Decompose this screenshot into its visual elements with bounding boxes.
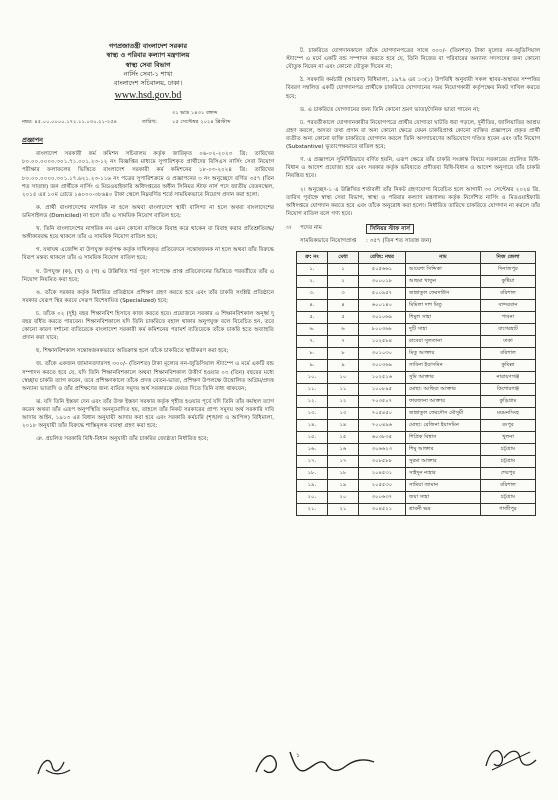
joining-paragraph: ২। অনুচ্ছেদ-১ এ উল্লিখিত শর্তাবলী তাঁর নিকট গ্রহণযোগ্য বিবেচিত হলে আগামী ৩০ সেপ্টেম্বর ২০২৪ খ্রি. তারিখ পূর্বাহ্নে স্বাস্থ্য সেবা বিভাগ, স্বাস্থ্য ও পরিবার কল্যাণ মন্ত্রণালয় কর্তৃক নির্দেশিত নার্সিং ও মিডওয়াইফারি অধিদপ্তরে যোগদান করতে হবে এবং তাঁকে অনুরোধ করা হলো। নির্ধারিত তারিখে চাকরিতে যোগদান না করলে তাঁর নিয়োগ বাতিল বলে গণ্য হবে। [286, 186, 540, 217]
table-row [297, 276, 536, 288]
cell-reg-number: ৭০৫৪৫০ [359, 408, 406, 420]
conditions-list-left [22, 204, 274, 444]
cell-merit: ১৮ [328, 468, 359, 480]
cell-district: কিশোরগঞ্জ [481, 384, 536, 396]
condition-item: ঢ. পরবর্তীকালে যোগদানকারীর নিয়োগপত্রে প্রার্থীর যোগ্যতা ঘাটতি ধরা পড়লে, দুর্নীতির, জালিয়াতির আশ্রয় গ্রহণ করলে, অসত্য তথ্য প্রদান বা অন্য কোনো ক্ষেত্রে যেমন চাকরিপ্রাপ্ত কোনো ব্যক্তির প্রজ্ঞাপনে প্রকৃত প্রার্থী ব্যতীত অন্য কোনো ব্যক্তি চাকরিতে যোগদান করলে তিনি অসদাচরণের অভিযোগে দণ্ডিত হবেন এবং তাঁর নিয়োগ (Substantive) ভূতাপেক্ষভাবে বাতিল হবে; [286, 119, 540, 151]
cell-district: খুলনা [481, 432, 536, 444]
cell-serial: ১১. [297, 384, 328, 396]
cell-merit: ১০ [328, 372, 359, 384]
cell-reg-number: ৭০৩৫০৭ [359, 396, 406, 408]
cell-serial: ৯. [297, 360, 328, 372]
cell-reg-number: ৮০০৩৬৮ [359, 324, 406, 336]
condition-item: ঝ. যদি তিনি ইস্তফা দেন এবং তাঁর উক্ত ইস্তফা সরকার কর্তৃক গৃহীত হওয়ার পূর্বে যদি তিনি তাঁর কর্মস্থল ত্যাগ করেন অথবা তাঁর এরূপ অনুপস্থিতি অননুমোদিত হয়, তাহলে তাঁর নিকট সরকারের প্রাপ্য সমুদয় অর্থ সরকারি দাবি আদায় আইন, ১৯১৩ এর বিধান অনুযায়ী আদায় করা হবে এবং সরকারি কর্মচারি (শৃঙ্খলা ও আপিল) বিধিমালা, ২০১৮ অনুযায়ী তাঁর বিরুদ্ধে শাস্তিমূলক ব্যবস্থা গ্রহণ করা হবে; [22, 398, 274, 430]
table-row [297, 420, 536, 432]
cell-district: বাগেরহাট [481, 324, 536, 336]
cell-serial: ১৮. [297, 468, 328, 480]
cell-reg-number: ১০২৫১৬ [359, 372, 406, 384]
cell-reg-number: ৩০১০৬৯ [359, 312, 406, 324]
table-row [297, 300, 536, 312]
left-column [22, 42, 274, 443]
cell-merit: ৬ [328, 324, 359, 336]
cell-merit: ২১ [328, 504, 359, 516]
date-label: তারিখ: [142, 118, 157, 125]
table-row [297, 492, 536, 504]
cell-reg-number: ৩০৬৬২৩ [359, 444, 406, 456]
section-name: নার্সিং সেবা-১ শাখা [123, 69, 173, 78]
cell-reg-number: ৫০৫৬৬১ [359, 264, 406, 276]
cell-district: বান্দরবান [481, 300, 536, 312]
col-merit-header: মেধা [328, 252, 359, 264]
cell-merit: ১৭ [328, 456, 359, 468]
table-row [297, 372, 536, 384]
cell-name: ফারজানা আক্তার [406, 396, 481, 408]
cell-serial: ১৫. [297, 432, 328, 444]
cell-district: বরিশাল [481, 480, 536, 492]
cell-name: মোছা: আছিয়া আক্তার [406, 384, 481, 396]
cell-merit: ২০ [328, 492, 359, 504]
appointee-table [296, 251, 536, 516]
cell-serial: ৫. [297, 312, 328, 324]
table-body [297, 264, 536, 516]
post-section-number: ৩। [286, 224, 292, 231]
condition-item: ণ. এ প্রজ্ঞাপনে সুনির্দিষ্টভাবে বর্ণিত হয়নি, এরূপ ক্ষেত্রে তাঁর চাকরি সংক্রান্ত বিষয়ে সরকারের প্রচলিত বিধি-বিধান ও আদেশ প্রযোজ্য হবে এবং সরকার কর্তৃক ভবিষ্যতে প্রণীতব্য বিধি-বিধান ও আদেশ অনুসারে তাঁর চাকরি নিয়ন্ত্রিত হবে। [286, 157, 540, 180]
cell-serial: ৮. [297, 348, 328, 360]
signature-middle [250, 744, 380, 784]
cell-serial: ১৯. [297, 480, 328, 492]
col-serial-header: ক্র: নং [297, 252, 328, 264]
cell-name: মিতু আক্তার [406, 348, 481, 360]
condition-item: চ. তাঁকে ০২ (দুই) বছর শিক্ষানবিশ হিসাবে কাজ করতে হবে। প্রয়োজনে সরকার এ শিক্ষানবিশকাল অনূর্ধ্ব দু বছর বর্ধিত করতে পারবেন। শিক্ষানবিশকালে যদি তিনি চাকরিতে বহাল থাকার অনুপযুক্ত বলে বিবেচিত হন, তবে কোনো কারণ দর্শানো ব্যতিরেকে বাংলাদেশ সরকারী কর্ম কমিশনের পরামর্শ ব্যতিরেকে তাঁকে চাকরি হতে অব্যাহতি প্রদান করা যাবে; [22, 310, 274, 342]
cell-reg-number: ২০৫৫৩০ [359, 480, 406, 492]
page-number: ১ [296, 752, 300, 759]
col-district-header: নিজ জেলা [481, 252, 536, 264]
cell-reg-number: ৩০০০১৮ [359, 276, 406, 288]
notice-title: প্রজ্ঞাপন [22, 135, 43, 144]
cell-serial: ২. [297, 276, 328, 288]
memo-number: নম্বর: ৪৫.০০.০০০০.১৭২.১১.০৩০.২১-২৫৪ [22, 118, 117, 125]
cell-merit: ১১ [328, 384, 359, 396]
cell-reg-number: ৩০১০৩০ [359, 348, 406, 360]
cell-reg-number: ২০৪৫৩১ [359, 468, 406, 480]
date-bangla: ৩১ ভাদ্র ১৪৩১ বঙ্গাব্দ [172, 109, 218, 116]
cell-reg-number: ৩০৪৫২১ [359, 504, 406, 516]
date-english: ১৫ সেপ্টেম্বর ২০২৪ খ্রিস্টাব্দ [172, 118, 231, 125]
cell-serial: ১২. [297, 396, 328, 408]
cell-district: চট্টগ্রাম [481, 492, 536, 504]
table-row [297, 348, 536, 360]
table-row [297, 456, 536, 468]
cell-serial: ১০. [297, 372, 328, 384]
cell-district: কুড়িগ্রাম [481, 396, 536, 408]
cell-reg-number: ১০২৫৮৪ [359, 336, 406, 348]
cell-district: কুষ্টিয়া [481, 276, 536, 288]
cell-serial: ১৩. [297, 408, 328, 420]
cell-reg-number: ৭০০৪৯৬ [359, 420, 406, 432]
table-row [297, 480, 536, 492]
intro-paragraph: বাংলাদেশ সরকারী কর্ম কমিশন সচিবালয় কর্তৃক জারিকৃত ০৬-০২-২০২৩ খ্রি: তারিখের ৮০.০০.০০০০.৩০১.৭১.০০১.২৩-১২ নং বিজ্ঞপ্তির মাধ্যমে সুপারিশকৃত প্রার্থীদের বিসিএস নার্সিং সেবা নিয়োগ পরীক্ষার ফলাফলের ভিত্তিতে বাংলাদেশ সরকারী কর্ম কমিশনের ১৮-০৩-২০২৪ খ্রি: তারিখের ৮০.০০.০০০০.৩০১.১৭.৬২১.২৩-১১৬ নং পত্রের সুপারিশক্রমে ও প্রজ্ঞাপনের ৩ নং অনুচ্ছেদে বর্ণিত ৩৫৭ (তিন শত সাতান্ন) জন প্রার্থীকে নার্সিং ও মিডওয়াইফারি অধিদপ্তরের অধীন সিনিয়র স্টাফ নার্স পদে জাতীয় বেতনস্কেল, ২০১৫ এর ১০ম গ্রেডে ১৬০০০-৩৮৬৪০ টাকা স্কেলে নিম্নবর্ণিত শর্তে সাময়িকভাবে নিয়োগ প্রদান করা হলো: [22, 151, 274, 198]
office-address: বাংলাদেশ সচিবালয়, ঢাকা। [113, 79, 183, 88]
cell-district: চট্টগ্রাম [481, 456, 536, 468]
cell-merit: ১৫ [328, 432, 359, 444]
cell-name: আছমা খাতুন [406, 276, 481, 288]
website-link[interactable]: www.hsd.gov.bd [114, 90, 182, 102]
cell-merit: ৮ [328, 348, 359, 360]
cell-name: শিপ্রিক বিশ্বাস [406, 432, 481, 444]
cell-name: আয়েশা সিদ্দিকা [406, 264, 481, 276]
cell-merit: ১৪ [328, 420, 359, 432]
cell-merit: ৫ [328, 312, 359, 324]
cell-name: মোছা: রেজিনা ইয়াসমিন [406, 420, 481, 432]
cell-reg-number: ৫০০৯৫৭ [359, 288, 406, 300]
cell-district: কুমিল্লা [481, 360, 536, 372]
cell-name: জান্নাতুল ফেরদৌস মৌসুমী [406, 408, 481, 420]
cell-name: রাবেয়া সুলতানা [406, 336, 481, 348]
cell-merit: ১৩ [328, 408, 359, 420]
cell-name: শ্রাবনী ভদ্র [406, 504, 481, 516]
cell-merit: ৯ [328, 360, 359, 372]
condition-item: ঞ. প্রচলিত সরকারি বিধি-বিধান অনুযায়ী তাঁর চাকরির জ্যেষ্ঠতা নির্ধারিত হবে; [36, 436, 209, 443]
cell-merit: ১৯ [328, 480, 359, 492]
condition-item: গ. যথাযথ এজেন্সি বা উপযুক্ত কর্তৃপক্ষ কর্তৃক দাখিলকৃত প্রতিবেদনে সন্তোষজনক না হলে অথবা তাঁর বিরুদ্ধে বিরূপ মন্তব্য থাকলে তাঁর এ সাময়িক নিয়োগ বাতিল হবে; [22, 247, 274, 262]
table-header-row [297, 252, 536, 264]
cell-name: সাবিনা ইয়াসমিন [406, 360, 481, 372]
govt-name: গণপ্রজাতন্ত্রী বাংলাদেশ সরকার [109, 42, 187, 50]
cell-name: সুমি আক্তার [406, 372, 481, 384]
condition-item: ড. এ চাকরিতে যোগদানের জন্য তিনি কোনো ভ্রমণ ভাতা/দৈনিক ভাতা পাবেন না; [300, 106, 480, 113]
cell-district: গাজীপুর [481, 504, 536, 516]
cell-merit: ১ [328, 264, 359, 276]
cell-serial: ৪. [297, 300, 328, 312]
table-row [297, 288, 536, 300]
cell-district: পাবনা [481, 312, 536, 324]
cell-serial: ২১. [297, 504, 328, 516]
condition-item: ঙ. তাঁকে সরকার কর্তৃক নির্ধারিত প্রতিষ্ঠানে প্রশিক্ষণ গ্রহণ করতে হবে এবং তাঁর চাকরি সংশ্লিষ্ট প্রতিষ্ঠানে সরকার যেরূপ স্থির করবে সেরূপ বিশেষায়িত (Specialized) হবে; [22, 289, 274, 304]
cell-district: চট্টগ্রাম [481, 444, 536, 456]
cell-district: বরিশাল [481, 348, 536, 360]
cell-merit: ১২ [328, 396, 359, 408]
conditions-list-right [286, 47, 540, 218]
cell-name: সামিয়া জামান [406, 480, 481, 492]
cell-reg-number: ৩০০৬৩৭ [359, 492, 406, 504]
cell-district: ঢাকা [481, 336, 536, 348]
cell-name: সাইদুন নাহার [406, 468, 481, 480]
cell-name: মিমিলা দাশ মিতু [406, 300, 481, 312]
table-row [297, 504, 536, 516]
cell-district: দিনাজপুর [481, 264, 536, 276]
post-info [286, 224, 540, 245]
cell-serial: ১. [297, 264, 328, 276]
col-reg-header: রেজি: নম্বর [359, 252, 406, 264]
post-name-label: পদের নাম [300, 224, 322, 231]
table-row [297, 444, 536, 456]
condition-item: ঠ. সরকারি কর্মচারী (আচরণ) বিধিমালা, ১৯৭৯ এর ১৩(১) উপবিধি অনুযায়ী সকল স্থাবর-অস্থাবর সম্পত্তির বিবরণ সম্বলিত একটি যোগদানপত্র প্রার্থীকে চাকরিতে যোগদানের সময় নিয়োগকারী কর্তৃপক্ষের নিকট দাখিল করতে হবে; [286, 77, 540, 100]
cell-serial: ১৭. [297, 456, 328, 468]
memo-block [22, 110, 274, 128]
post-count-label: সাময়িকভাবে নিয়োগপ্রাপ্ত [300, 238, 357, 245]
cell-name: শিমুল সাহা [406, 312, 481, 324]
cell-reg-number: ১০০৮৯৫ [359, 384, 406, 396]
cell-name: সুরমা আক্তার [406, 456, 481, 468]
table-row [297, 384, 536, 396]
cell-reg-number: ৬০০১৪০ [359, 300, 406, 312]
cell-district: নারায়ণগঞ্জ [481, 372, 536, 384]
table-row [297, 408, 536, 420]
cell-reg-number: ৩০৮৫৮৮ [359, 456, 406, 468]
cell-serial: ৩. [297, 288, 328, 300]
table-row [297, 336, 536, 348]
cell-merit: ১৬ [328, 444, 359, 456]
condition-item: ছ. শিক্ষানবিশকাল সন্তোষজনকভাবে অতিক্রান্ত হলে তাঁকে চাকরিতে স্থায়ীকরণ করা হবে; [36, 348, 229, 355]
condition-item: খ. তিনি বাংলাদেশের নাগরিক নন এমন কোনো ব্যক্তিকে বিবাহ করে থাকেন বা বিবাহ করার প্রতিশ্রুতিবদ্ধ/অঙ্গীকারবদ্ধ হয়ে থাকলে তাঁর এ সাময়িক নিয়োগ বাতিল হবে; [22, 226, 274, 241]
post-count-value: : ৩৫৭ (তিন শত সাতান্ন জন) [366, 238, 432, 245]
cell-merit: ৪ [328, 300, 359, 312]
ministry-name: স্বাস্থ্য ও পরিবার কল্যাণ মন্ত্রণালয় [106, 51, 190, 60]
cell-merit: ২ [328, 276, 359, 288]
condition-item: ট. চাকরিতে যোগদানকালে তাঁকে যোগদানপত্রের সাথে ৩০০/- (তিনশত) টাকা মূল্যের নন-জুডিসিয়াল স্ট্যাম্পে এ মর্মে একটি বন্ড সম্পাদন করতে হবে যে, তিনি নিজের বা পরিবারের অন্যান্য সদস্যদের জন্য কোনো যৌতুক নিবেন না এবং কোনো যৌতুক দিবেন না; [286, 48, 540, 71]
cell-serial: ৭. [297, 336, 328, 348]
table-row [297, 360, 536, 372]
letterhead [22, 42, 274, 104]
cell-name: জান্নাতুল ফেরদাউস [406, 288, 481, 300]
cell-serial: ২০. [297, 492, 328, 504]
cell-merit: ৭ [328, 336, 359, 348]
cell-district: বরিশাল [481, 288, 536, 300]
cell-name: দুটি সাহা [406, 324, 481, 336]
cell-serial: ১৪. [297, 420, 328, 432]
cell-serial: ৬. [297, 324, 328, 336]
cell-serial: ১৬. [297, 444, 328, 456]
initial-signature-left [34, 752, 74, 782]
signature-right [480, 740, 540, 776]
table-row [297, 324, 536, 336]
condition-item: ঘ. উপযুক্ত (ক), (খ) ও (গ) এ উল্লিখিত শর্ত পূরণ সাপেক্ষে প্রাপ্ত প্রতিবেদনের ভিত্তিতে পরবর্তীতে তাঁর এ নিয়োগ নিয়মিত করা হবে; [22, 268, 274, 283]
cell-name: জয়া সাহা [406, 492, 481, 504]
cell-district: শেরপুর [481, 468, 536, 480]
cell-district: ময়মনসিংহ [481, 408, 536, 420]
cell-district: রংপুর [481, 420, 536, 432]
table-row [297, 264, 536, 276]
right-column [286, 42, 540, 516]
post-name-value: সিনিয়র স্টাফ নার্স [366, 224, 414, 234]
cell-reg-number: ৬০৩৮৩৫ [359, 432, 406, 444]
col-name-header: নাম [406, 252, 481, 264]
table-row [297, 432, 536, 444]
table-row [297, 468, 536, 480]
condition-item: জ. তাঁকে একজন জামানতদারসহ ৩০০/- (তিনশত) টাকা মূল্যের নন-জুডিসিয়াল স্ট্যাম্পে এ মর্মে একটি বন্ড সম্পাদন করতে হবে যে, যদি তিনি শিক্ষানবিশকালে অথবা শিক্ষানবিশকাল উত্তীর্ণ হওয়ার ০৩ (তিন) বছরের মধ্যে স্বেচ্ছায় চাকরি ত্যাগ করেন, তবে প্রশিক্ষণকালে তাঁকে প্রদত্ত বেতন-ভাতা, প্রশিক্ষণ উপলক্ষে উত্তোলিত অগ্রিম/প্রদত্ত অন্যান্য ভাতাদি ও তাঁর প্রশিক্ষণের জন্য ব্যয়িত সমুদয় অর্থ সরকারকে ফেরত দিতে তিনি বাধ্য থাকবেন; [22, 361, 274, 392]
cell-reg-number: ৩০০৩৬৯ [359, 360, 406, 372]
division-name: স্বাস্থ্য সেবা বিভাগ [125, 60, 171, 69]
condition-item: ক. প্রার্থী বাংলাদেশের নাগরিক না হলে অথবা বাংলাদেশে স্থায়ী বাসিন্দা না হলে অথবা বাংলাদেশের ডমিসাইলড (Domiciled) না হলে তাঁর এ সাময়িক নিয়োগ বাতিল হবে; [22, 204, 274, 219]
cell-merit: ৩ [328, 288, 359, 300]
table-row [297, 396, 536, 408]
cell-name: শিমু আক্তার [406, 444, 481, 456]
table-row [297, 312, 536, 324]
